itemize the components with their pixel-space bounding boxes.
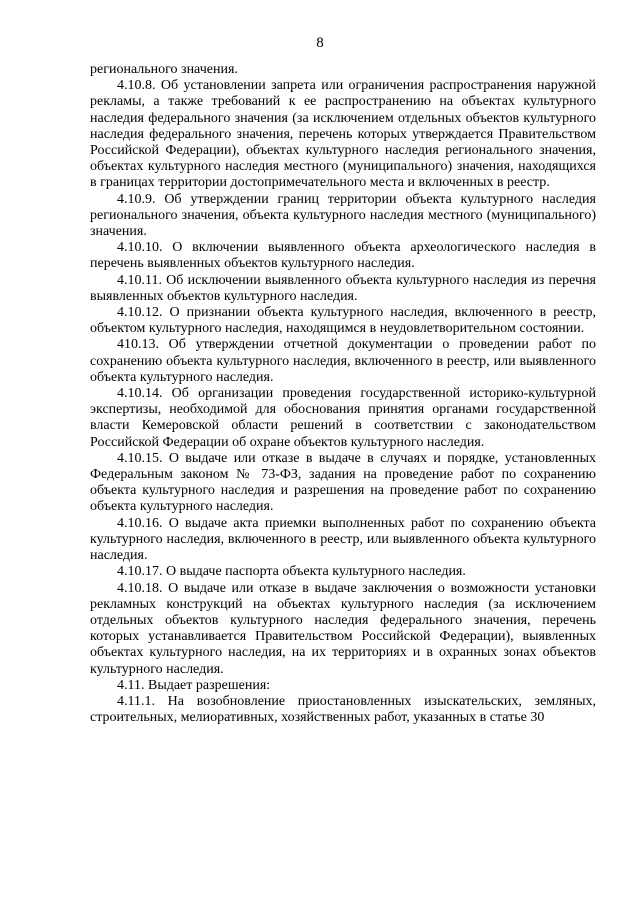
paragraph-4-10-18: 4.10.18. О выдаче или отказе в выдаче заключения о возможности установки рекламных конструкций на объектах культурного наследия (за исключением отдельных объектов культурного наследия федерального значения, перечень которых устанавливается Правительством Российской Федерации), выявленных объектах культурного наследия, на их территориях и в охранных зонах объектов культурного наследия. [90, 580, 596, 677]
paragraph-4-10-10: 4.10.10. О включении выявленного объекта археологического наследия в перечень выявленных объектов культурного наследия. [90, 240, 596, 272]
page-number: 8 [316, 35, 324, 51]
paragraph-4-10-16: 4.10.16. О выдаче акта приемки выполненных работ по сохранению объекта культурного наследия, включенного в реестр, или выявленного объекта культурного наследия. [90, 515, 596, 564]
paragraph-4-11-1: 4.11.1. На возобновление приостановленных изыскательских, земляных, строительных, мелиоративных, хозяйственных работ, указанных в статье 30 [90, 693, 596, 726]
paragraph-4-10-17: 4.10.17. О выдаче паспорта объекта культурного наследия. [117, 564, 466, 580]
document-body [90, 62, 596, 726]
paragraph-4-10-9: 4.10.9. Об утверждении границ территории объекта культурного наследия регионального значения, объекта культурного наследия местного (муниципального) значения. [90, 191, 596, 240]
paragraph-continuation: регионального значения. [90, 62, 238, 77]
paragraph-4-10-15: 4.10.15. О выдаче или отказе в выдаче в случаях и порядке, установленных Федеральным законом № 73-ФЗ, задания на проведение работ по сохранению объекта культурного наследия и разрешения на проведение работ по сохранению объекта культурного наследия. [90, 450, 596, 515]
paragraph-4-10-11: 4.10.11. Об исключении выявленного объекта культурного наследия из перечня выявленных объектов культурного наследия. [90, 272, 596, 304]
paragraph-4-10-8: 4.10.8. Об установлении запрета или ограничения распространения наружной рекламы, а также требований к ее распространению на объектах культурного наследия федерального значения (за исключением отдельных объектов культурного наследия федерального значения, перечень которых утверждается Правительством Российской Федерации), объектах культурного наследия регионального значения, объектах культурного наследия местного (муниципального) значения, находящихся в границах территории достопримечательного места и включенных в реестр. [90, 78, 596, 191]
paragraph-4-10-14: 4.10.14. Об организации проведения государственной историко-культурной экспертизы, необходимой для обоснования принятия органами государственной власти Кемеровской области решений в соответствии с законодательством Российской Федерации об охране объектов культурного наследия. [90, 386, 596, 450]
paragraph-4-11: 4.11. Выдает разрешения: [117, 677, 271, 693]
paragraph-4-10-13: 410.13. Об утверждении отчетной документации о проведении работ по сохранению объекта культурного наследия, включенного в реестр, или выявленного объекта культурного наследия. [90, 337, 596, 385]
paragraph-4-10-12: 4.10.12. О признании объекта культурного наследия, включенного в реестр, объектом культурного наследия, находящимся в неудовлетворительном состоянии. [90, 305, 596, 337]
